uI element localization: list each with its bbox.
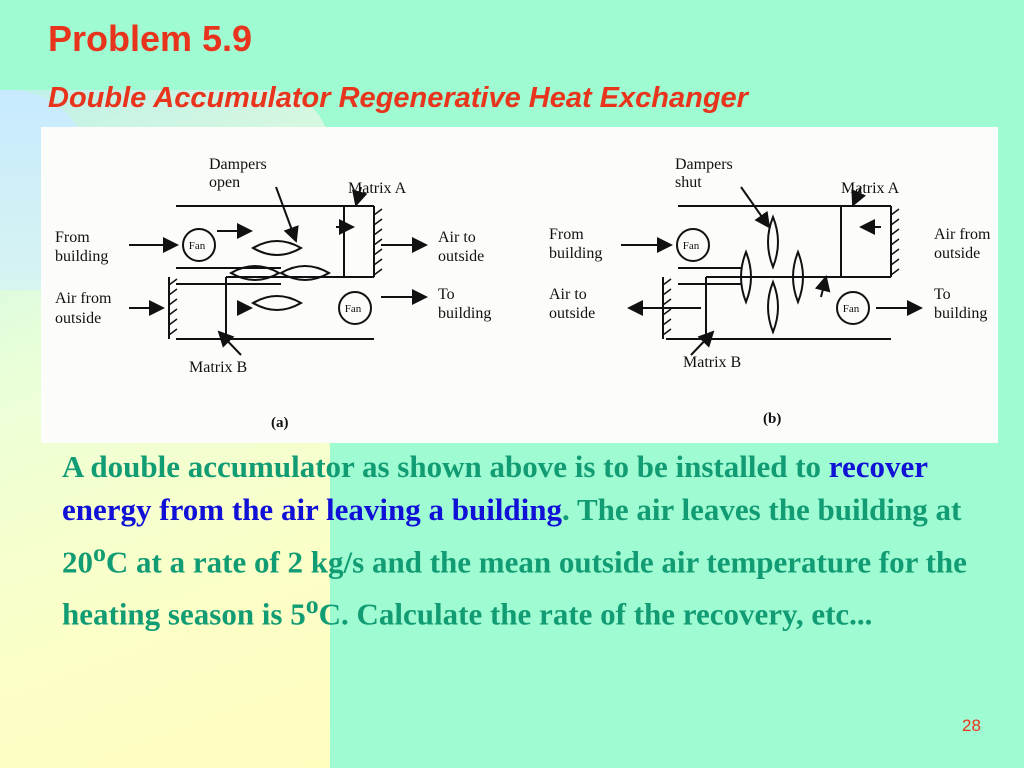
body-highlight: recover energy from the air leaving a building [62, 449, 928, 527]
body-part2: . The air leaves the building at 20 [62, 492, 962, 580]
body-part1: A double accumulator as shown above is to be installed to [62, 449, 829, 484]
to-building-label-a-1: To [438, 286, 455, 303]
matrix-a-label-b: Matrix A [841, 180, 900, 197]
air-to-outside-label-a-2: outside [438, 248, 485, 265]
air-to-outside-label-b-1: Air to [549, 286, 587, 303]
from-building-label-a-1: From [55, 229, 90, 246]
heat-exchanger-figure [41, 127, 998, 443]
to-building-label-b-2: building [934, 305, 988, 322]
to-building-label-a-2: building [438, 305, 492, 322]
caption-b: (b) [763, 411, 782, 427]
body-part3: C at a rate of 2 kg/s and the mean outside air temperature for the heating season is 5 [62, 544, 967, 632]
dampers-open-label-1: Dampers [209, 156, 267, 173]
body-part4: C. Calculate the rate of the recovery, etc... [318, 596, 873, 632]
from-building-label-a-2: building [55, 248, 109, 265]
from-building-label-b-1: From [549, 226, 584, 243]
air-from-outside-label-a-2: outside [55, 310, 102, 327]
dampers-shut-label-2: shut [675, 174, 702, 191]
slide-subtitle: Double Accumulator Regenerative Heat Exchanger [48, 82, 748, 114]
heat-exchanger-diagram [41, 127, 998, 443]
matrix-b-label-b: Matrix B [683, 354, 742, 371]
to-building-label-b-1: To [934, 286, 951, 303]
problem-statement [62, 445, 972, 636]
caption-a: (a) [271, 415, 289, 431]
fan-b2-label: Fan [842, 303, 860, 315]
fan-a1-label: Fan [188, 240, 206, 252]
page-number: 28 [962, 716, 981, 735]
dampers-shut-label-1: Dampers [675, 156, 733, 173]
air-from-outside-label-a-1: Air from [55, 290, 112, 307]
fan-b1-label: Fan [682, 240, 700, 252]
air-from-outside-label-b-1: Air from [934, 226, 991, 243]
air-to-outside-label-b-2: outside [549, 305, 596, 322]
air-to-outside-label-a-1: Air to [438, 229, 476, 246]
from-building-label-b-2: building [549, 245, 603, 262]
slide-title: Problem 5.9 [48, 18, 253, 59]
degree-superscript-1: o [93, 538, 106, 567]
fan-a2-label: Fan [344, 303, 362, 315]
air-from-outside-label-b-2: outside [934, 245, 981, 262]
matrix-b-label-a: Matrix B [189, 359, 248, 376]
dampers-open-label-2: open [209, 174, 241, 191]
matrix-a-label-a: Matrix A [348, 180, 407, 197]
degree-superscript-2: o [305, 590, 319, 620]
